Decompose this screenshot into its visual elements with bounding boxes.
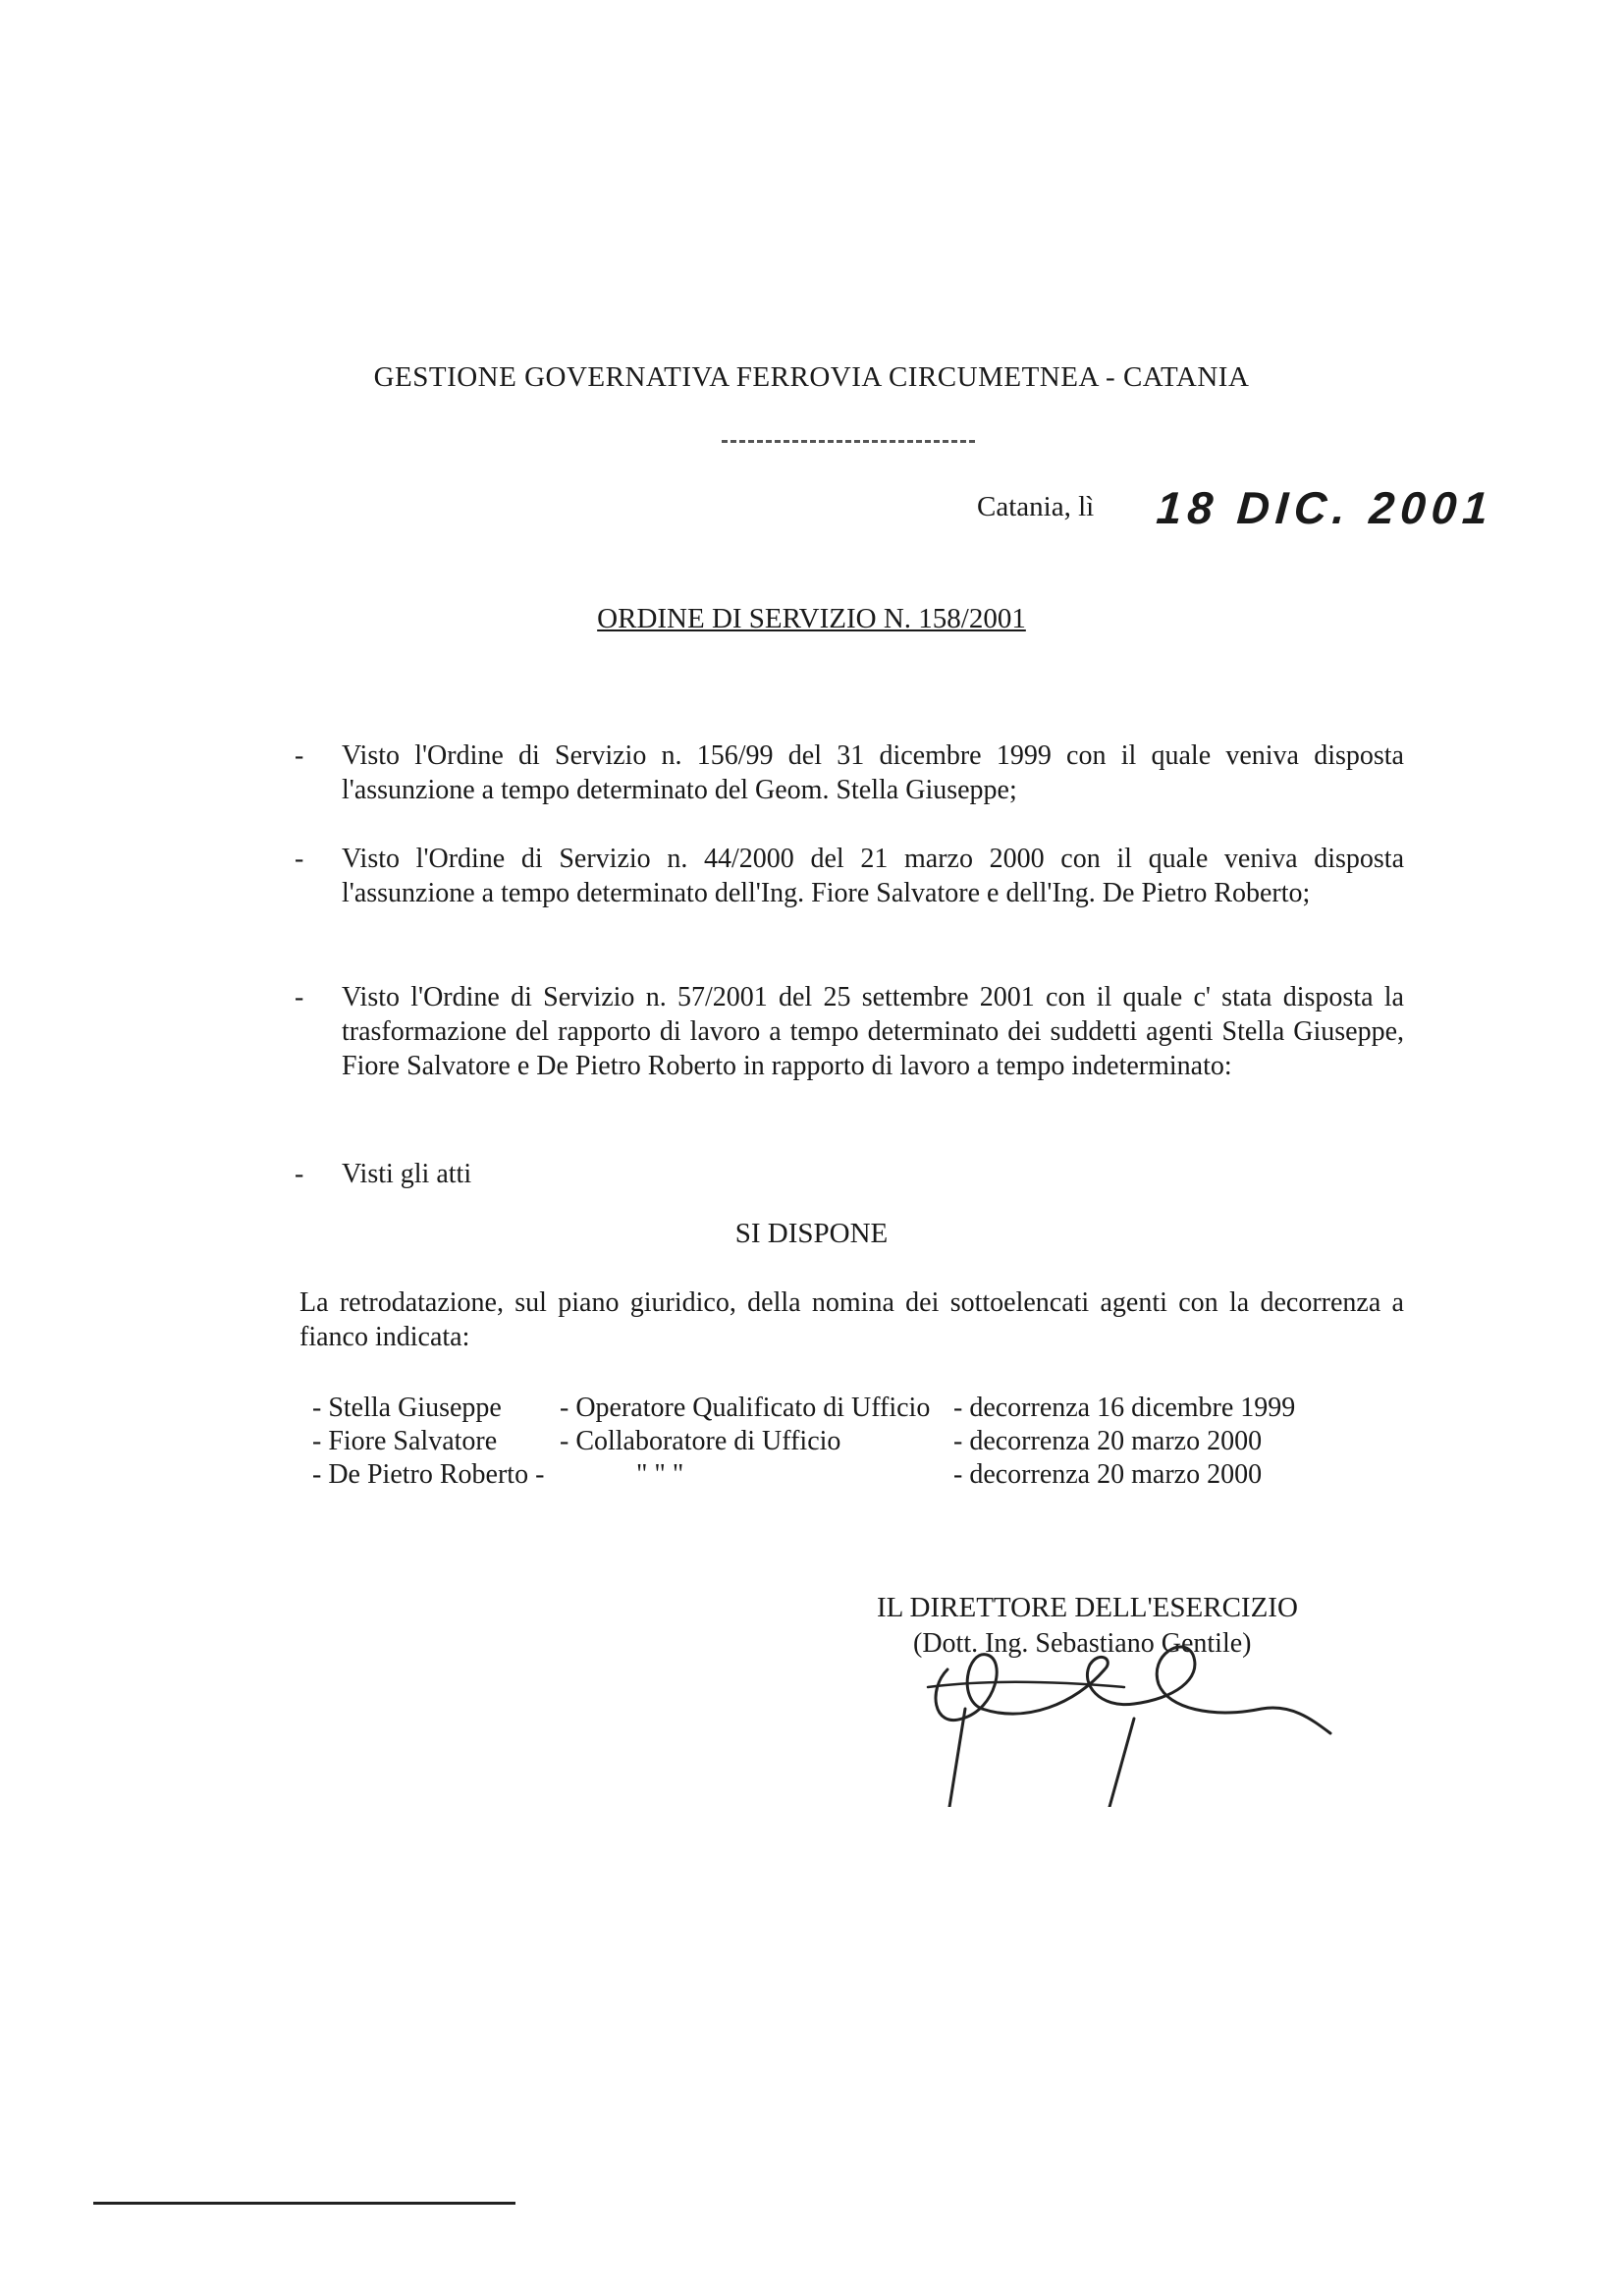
premise-item xyxy=(295,1157,1404,1191)
premise-item xyxy=(295,738,1404,807)
bullet-dash: - xyxy=(295,740,304,771)
order-title: ORDINE DI SERVIZIO N. 158/2001 xyxy=(597,603,1026,634)
premise-text: Visto l'Ordine di Servizio n. 57/2001 del 25 settembre 2001 con il quale c' stata disposta la trasformazione del rapporto di lavoro a tempo determinato dei suddetti agenti Stella Giuseppe, Fiore Salvatore e De Pietro Roberto in rapporto di lavoro a tempo indeterminato: xyxy=(342,982,1404,1081)
bullet-dash: - xyxy=(295,1159,304,1189)
agent-decorrenza: - decorrenza 16 dicembre 1999 xyxy=(953,1393,1296,1423)
date-stamp: 18 DIC. 2001 xyxy=(1155,482,1495,533)
bullet-dash: - xyxy=(295,844,304,874)
disposition-intro: La retrodatazione, sul piano giuridico, della nomina dei sottoelencati agenti con la decorrenza a fianco indicata: xyxy=(299,1287,1404,1352)
agent-role: - Collaboratore di Ufficio xyxy=(560,1426,841,1456)
premise-text: Visti gli atti xyxy=(342,1159,472,1189)
agent-name: - De Pietro Roberto - xyxy=(312,1459,545,1490)
premise-text: Visto l'Ordine di Servizio n. 156/99 del 31 dicembre 1999 con il quale veniva disposta l'assunzione a tempo determinato del Geom. Stella Giuseppe; xyxy=(342,740,1404,805)
premise-item xyxy=(295,842,1404,910)
handwritten-signature xyxy=(889,1611,1340,1807)
agent-role: - Operatore Qualificato di Ufficio xyxy=(560,1393,931,1423)
header-divider xyxy=(722,440,975,443)
agent-role: " " " xyxy=(636,1459,684,1490)
premise-text: Visto l'Ordine di Servizio n. 44/2000 del 21 marzo 2000 con il quale veniva disposta l'assunzione a tempo determinato dell'Ing. Fiore Salvatore e dell'Ing. De Pietro Roberto; xyxy=(342,844,1404,908)
agent-decorrenza: - decorrenza 20 marzo 2000 xyxy=(953,1426,1263,1456)
agent-name: - Fiore Salvatore xyxy=(312,1426,498,1456)
bullet-dash: - xyxy=(295,982,304,1012)
date-place-label: Catania, lì xyxy=(977,491,1095,522)
footer-rule xyxy=(93,2202,515,2205)
signatory-title: IL DIRETTORE DELL'ESERCIZIO xyxy=(877,1592,1298,1623)
organization-header: GESTIONE GOVERNATIVA FERROVIA CIRCUMETNEA - CATANIA xyxy=(373,361,1250,393)
disposition-heading: SI DISPONE xyxy=(734,1218,889,1249)
signatory-name: (Dott. Ing. Sebastiano Gentile) xyxy=(913,1628,1252,1659)
agent-decorrenza: - decorrenza 20 marzo 2000 xyxy=(953,1459,1263,1490)
agent-name: - Stella Giuseppe xyxy=(312,1393,502,1423)
premise-item xyxy=(295,980,1404,1083)
